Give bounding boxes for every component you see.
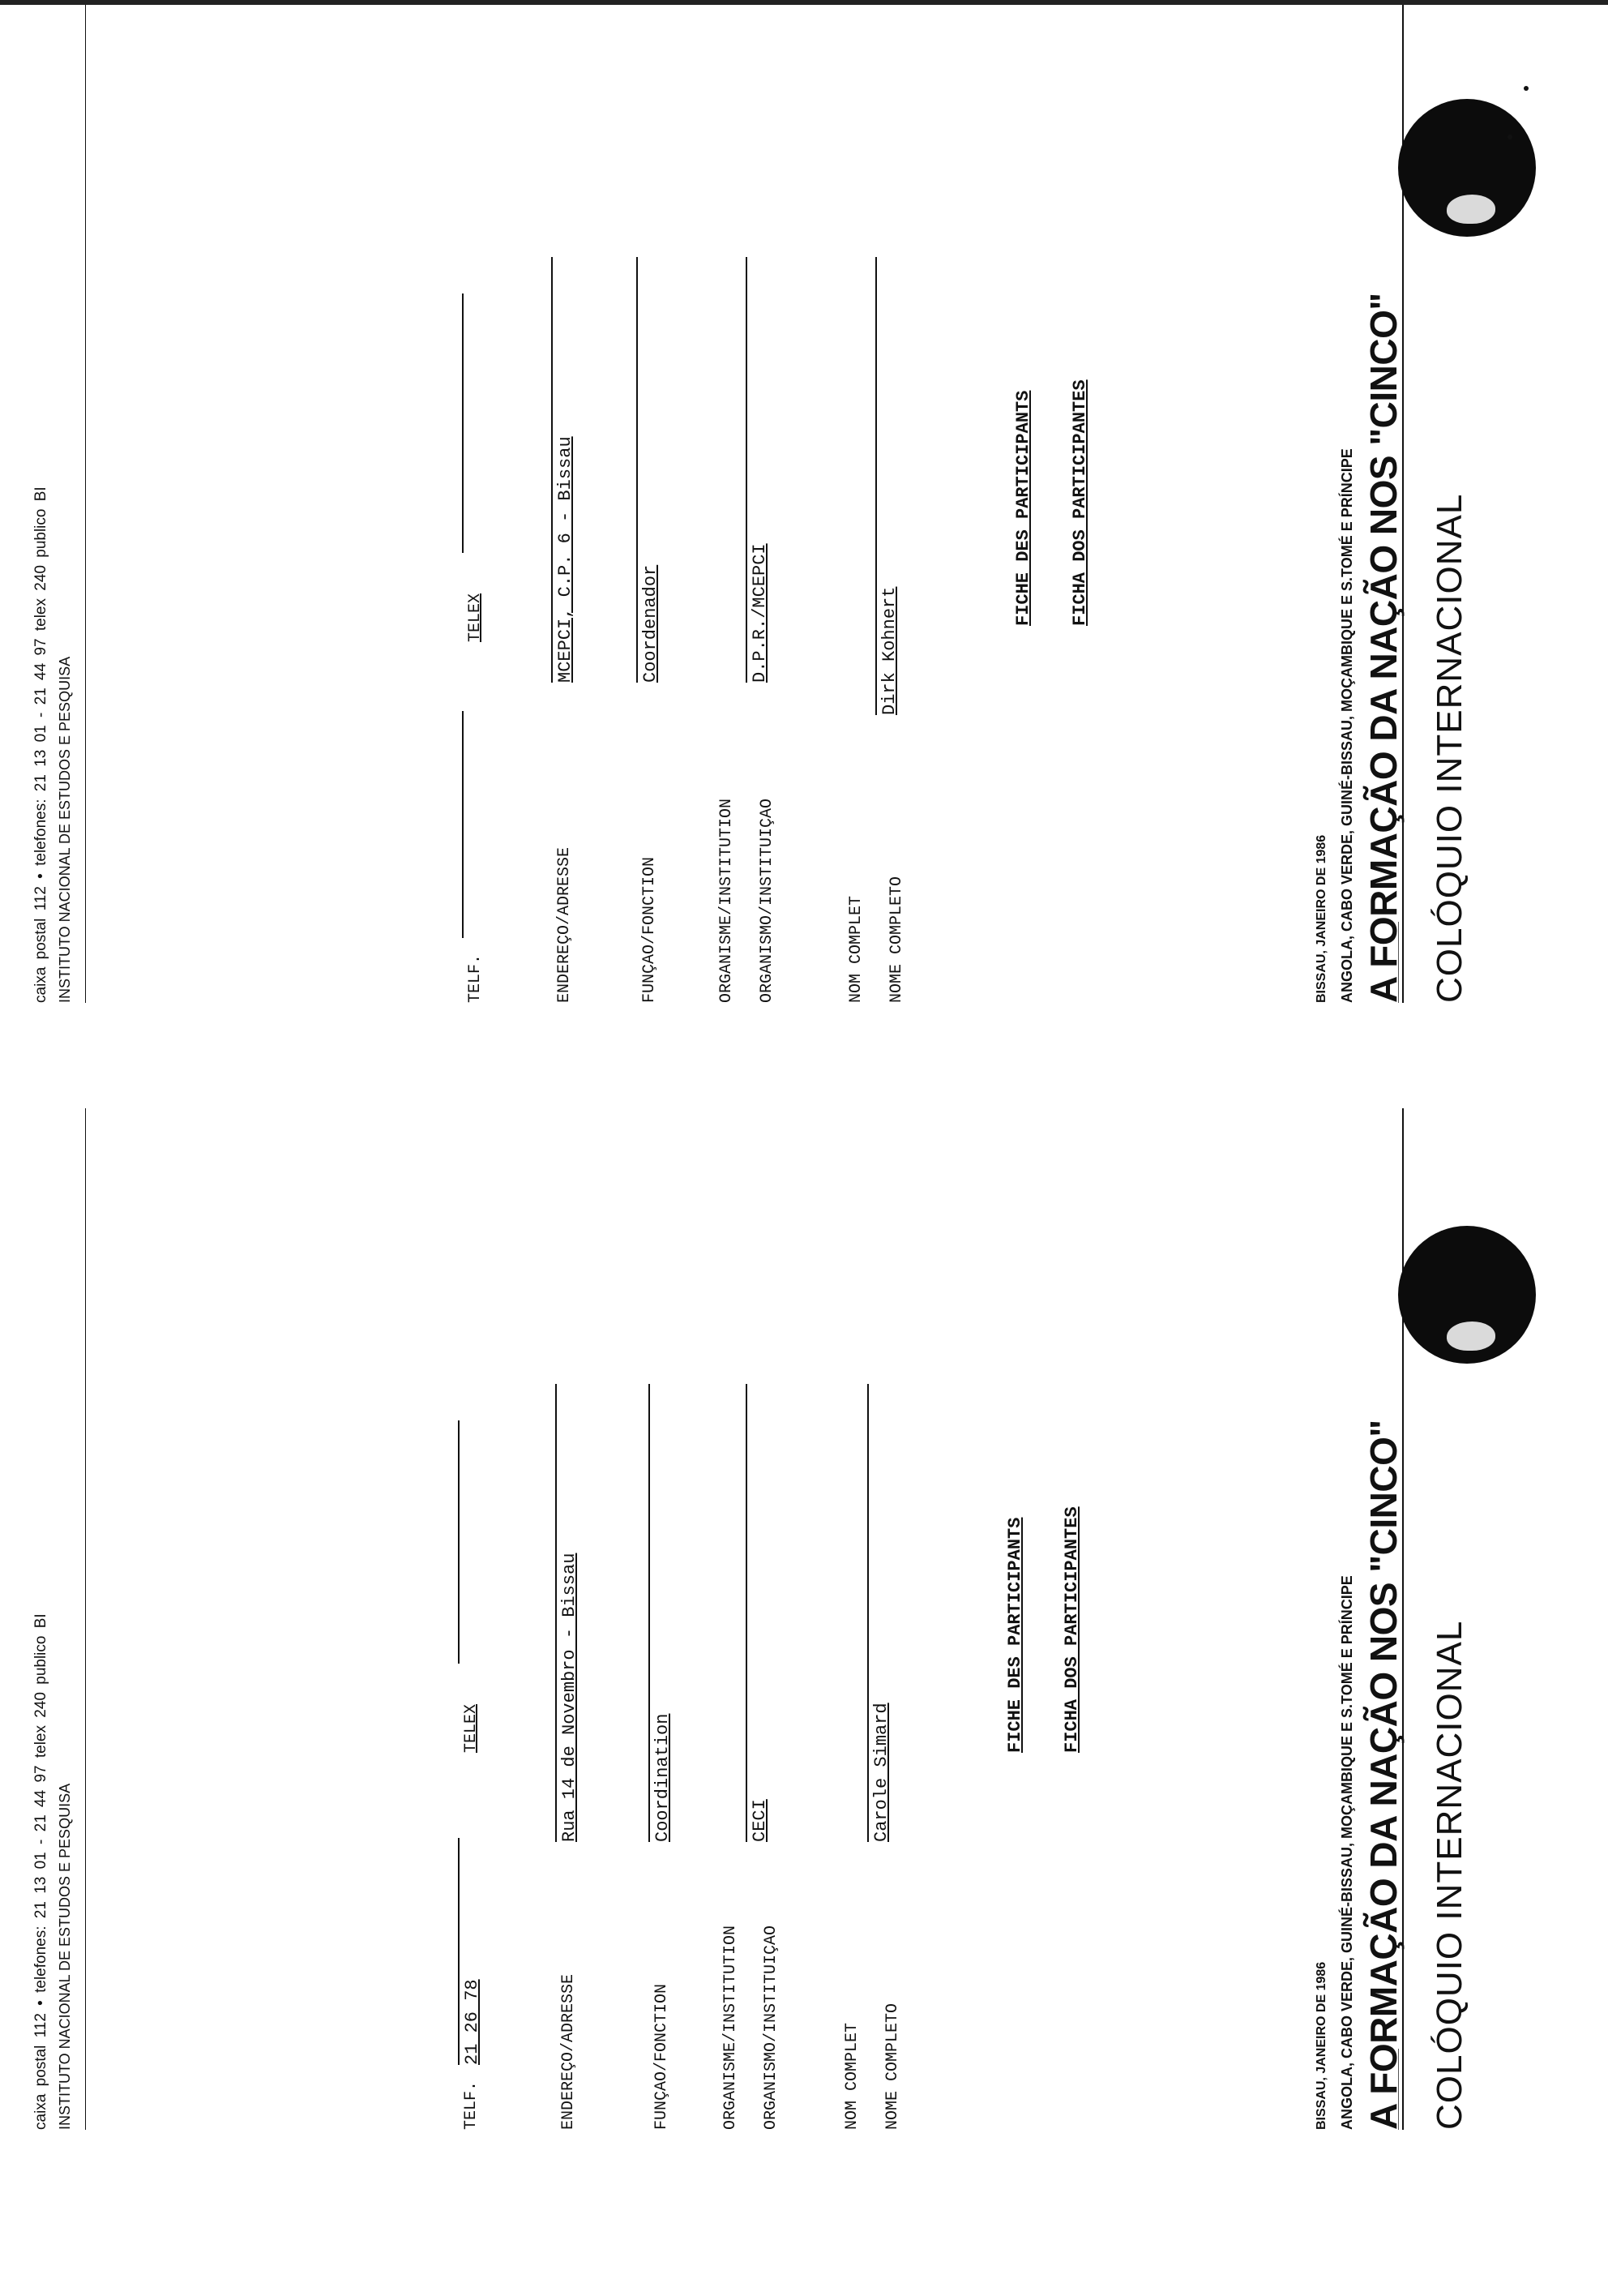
heading-pt: FICHA DOS PARTICIPANTES xyxy=(1070,379,1090,626)
value-nome: Dirk Kohnert xyxy=(879,586,900,715)
footer-rule xyxy=(85,1108,86,2130)
line-telex xyxy=(458,1420,460,1664)
value-funcao: Coordination xyxy=(652,1713,673,1842)
label-nom-complet: NOM COMPLET xyxy=(843,2022,862,2130)
value-funcao: Coordenador xyxy=(640,564,661,683)
colloquium-title: A FORMAÇÃO DA NAÇÃO NOS "CINCO" xyxy=(1362,1420,1405,2130)
countries-subtitle: ANGOLA, CABO VERDE, GUINÉ-BISSAU, MOÇAMBIQUE E S.TOMÉ E PRÍNCIPE xyxy=(1339,1575,1355,2130)
colloquium-title: A FORMAÇÃO DA NAÇÃO NOS "CINCO" xyxy=(1362,293,1405,1003)
line-nome xyxy=(875,257,877,715)
countries-subtitle: ANGOLA, CABO VERDE, GUINÉ-BISSAU, MOÇAMBIQUE E S.TOMÉ E PRÍNCIPE xyxy=(1339,448,1355,1003)
line-telf xyxy=(462,711,464,938)
participant-form-2 xyxy=(0,34,1608,1137)
value-endereco: MCEPCI, C.P. 6 - Bissau xyxy=(555,436,575,683)
line-funcao xyxy=(648,1384,650,1842)
scan-speck xyxy=(1508,135,1512,139)
value-org: CECI xyxy=(750,1799,770,1842)
scan-edge xyxy=(0,0,1608,5)
label-telex: TELEX xyxy=(466,593,485,642)
logo-globe-highlight xyxy=(1447,1321,1495,1351)
line-funcao xyxy=(636,257,638,683)
label-organisme: ORGANISME/INSTITUTION xyxy=(717,798,736,1003)
label-endereco: ENDEREÇO/ADRESSE xyxy=(559,1973,578,2130)
line-endereco xyxy=(555,1384,557,1842)
label-telf: TELF. xyxy=(462,2080,481,2130)
line-org xyxy=(746,1384,747,1842)
dateline: BISSAU, JANEIRO DE 1986 xyxy=(1315,1961,1328,2130)
label-organisme: ORGANISME/INSTITUTION xyxy=(721,1925,740,2130)
heading-fr: FICHE DES PARTICIPANTS xyxy=(1013,390,1033,626)
label-telf: TELF. xyxy=(466,953,485,1003)
value-telf: 21 26 78 xyxy=(462,1979,482,2065)
label-nome-completo: NOME COMPLETO xyxy=(887,876,906,1003)
line-telf xyxy=(458,1838,460,2065)
institute-contact: caixa postal 112 • telefones: 21 13 01 - 21 44 97 telex 240 publico BI xyxy=(32,1613,49,2130)
colloquium-label: COLÓQUIO INTERNACIONAL xyxy=(1430,493,1469,1003)
institute-name: INSTITUTO NACIONAL DE ESTUDOS E PESQUISA xyxy=(57,1783,73,2130)
colloquium-label: COLÓQUIO INTERNACIONAL xyxy=(1430,1620,1469,2130)
heading-fr: FICHE DES PARTICIPANTS xyxy=(1005,1517,1025,1753)
label-funcao: FUNÇAO/FONCTION xyxy=(652,1983,671,2130)
line-endereco xyxy=(551,257,553,683)
footer-rule xyxy=(85,0,86,1003)
value-nome: Carole Simard xyxy=(871,1703,892,1842)
label-endereco: ENDEREÇO/ADRESSE xyxy=(555,846,574,1003)
label-telex: TELEX xyxy=(462,1703,481,1753)
logo-globe-highlight xyxy=(1447,195,1495,224)
value-org: D.P.R./MCEPCI xyxy=(750,543,770,683)
heading-pt: FICHA DOS PARTICIPANTES xyxy=(1062,1506,1082,1753)
value-endereco: Rua 14 de Novembro - Bissau xyxy=(559,1553,579,1842)
institute-name: INSTITUTO NACIONAL DE ESTUDOS E PESQUISA xyxy=(57,656,73,1003)
label-nome-completo: NOME COMPLETO xyxy=(883,2003,902,2130)
label-organismo: ORGANISMO/INSTITUIÇAO xyxy=(758,798,776,1003)
line-nome xyxy=(867,1384,869,1842)
label-nom-complet: NOM COMPLET xyxy=(847,895,866,1003)
line-org xyxy=(746,257,747,683)
scan-speck xyxy=(1524,86,1529,91)
line-telex xyxy=(462,293,464,553)
dateline: BISSAU, JANEIRO DE 1986 xyxy=(1315,834,1328,1003)
institute-contact: caixa postal 112 • telefones: 21 13 01 - 21 44 97 telex 240 publico BI xyxy=(32,486,49,1003)
label-funcao: FUNÇAO/FONCTION xyxy=(640,856,659,1003)
label-organismo: ORGANISMO/INSTITUIÇAO xyxy=(762,1925,780,2130)
participant-form-1 xyxy=(0,1161,1608,2264)
